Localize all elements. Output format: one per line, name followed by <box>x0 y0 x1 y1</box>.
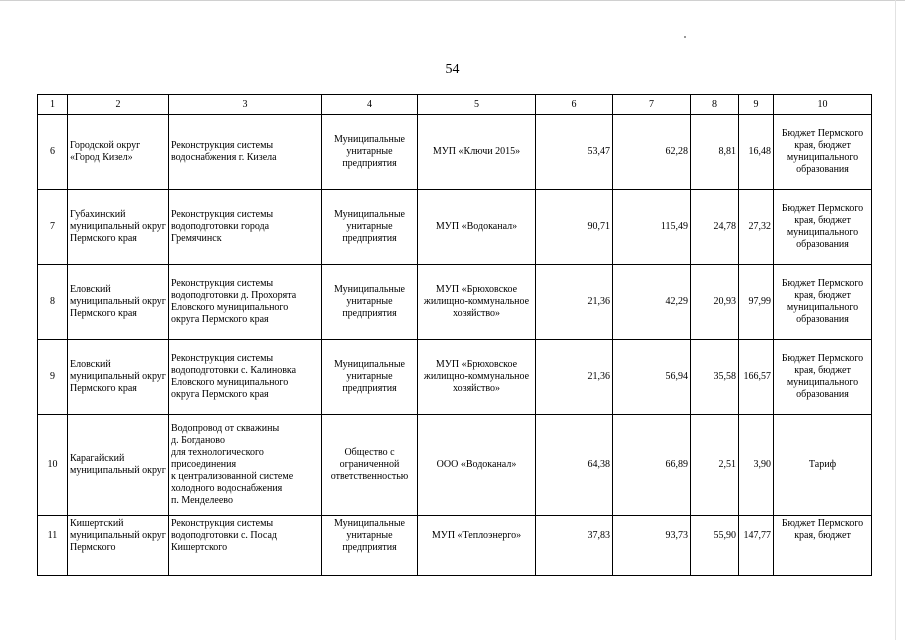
org-type-cell: Муниципальные унитарные предприятия <box>322 340 418 415</box>
table-row <box>38 190 872 265</box>
header-cell-1: 1 <box>38 95 68 115</box>
header-cell-9: 9 <box>739 95 774 115</box>
funding-source-cell: Тариф <box>774 415 872 516</box>
territory-cell: Карагайский муниципальный округ <box>68 415 169 516</box>
row-number: 10 <box>38 415 68 516</box>
value-col9-cell: 97,99 <box>739 265 774 340</box>
territory-cell: Еловский муниципальный округ Пермского края <box>68 340 169 415</box>
row-number: 9 <box>38 340 68 415</box>
value-col9-cell: 166,57 <box>739 340 774 415</box>
table-row <box>38 115 872 190</box>
value-col8-cell: 35,58 <box>691 340 739 415</box>
row-number: 11 <box>38 516 68 576</box>
value-col9-cell: 147,77 <box>739 516 774 576</box>
header-cell-8: 8 <box>691 95 739 115</box>
org-type-cell: Муниципальные унитарные предприятия <box>322 265 418 340</box>
table-row <box>38 415 872 516</box>
table-row <box>38 516 872 576</box>
header-cell-5: 5 <box>418 95 536 115</box>
org-type-cell: Муниципальные унитарные предприятия <box>322 115 418 190</box>
header-cell-3: 3 <box>169 95 322 115</box>
scan-edge-top <box>0 0 905 1</box>
value-col6-cell: 21,36 <box>536 340 613 415</box>
scan-speck <box>684 36 686 38</box>
org-type-cell: Муниципальные унитарные предприятия <box>322 190 418 265</box>
value-col9-cell: 27,32 <box>739 190 774 265</box>
table-row <box>38 340 872 415</box>
project-cell: Реконструкция системы водоподготовки города Гремячинск <box>169 190 322 265</box>
row-number: 7 <box>38 190 68 265</box>
value-col7-cell: 42,29 <box>613 265 691 340</box>
value-col6-cell: 37,83 <box>536 516 613 576</box>
scan-edge-right <box>895 0 896 640</box>
project-cell: Реконструкция системы водоподготовки с. Калиновка Еловского муниципального округа Пермского края <box>169 340 322 415</box>
territory-cell: Городской округ «Город Кизел» <box>68 115 169 190</box>
organization-cell: МУП «Водоканал» <box>418 190 536 265</box>
funding-source-cell: Бюджет Пермского края, бюджет муниципального образования <box>774 115 872 190</box>
territory-cell: Еловский муниципальный округ Пермского края <box>68 265 169 340</box>
value-col6-cell: 53,47 <box>536 115 613 190</box>
territory-cell: Губахинский муниципальный округ Пермского края <box>68 190 169 265</box>
table-header-row <box>38 95 872 115</box>
funding-source-cell: Бюджет Пермского края, бюджет муниципального образования <box>774 340 872 415</box>
page-number: 54 <box>445 62 460 77</box>
organization-cell: МУП «Брюховское жилищно-коммунальное хозяйство» <box>418 265 536 340</box>
projects-table <box>37 94 872 576</box>
table-row <box>38 265 872 340</box>
header-cell-6: 6 <box>536 95 613 115</box>
value-col6-cell: 64,38 <box>536 415 613 516</box>
organization-cell: МУП «Брюховское жилищно-коммунальное хозяйство» <box>418 340 536 415</box>
project-cell: Реконструкция системы водоснабжения г. Кизела <box>169 115 322 190</box>
row-number: 8 <box>38 265 68 340</box>
value-col8-cell: 2,51 <box>691 415 739 516</box>
row-number: 6 <box>38 115 68 190</box>
value-col7-cell: 66,89 <box>613 415 691 516</box>
value-col6-cell: 21,36 <box>536 265 613 340</box>
header-cell-4: 4 <box>322 95 418 115</box>
value-col7-cell: 115,49 <box>613 190 691 265</box>
value-col8-cell: 20,93 <box>691 265 739 340</box>
value-col7-cell: 62,28 <box>613 115 691 190</box>
value-col9-cell: 3,90 <box>739 415 774 516</box>
funding-source-cell: Бюджет Пермского края, бюджет <box>774 516 872 576</box>
value-col8-cell: 55,90 <box>691 516 739 576</box>
project-cell: Водопровод от скважины д. Богданово для технологического присоединения к централизованной системе холодного водоснабжения п. Менделеево <box>169 415 322 516</box>
value-col7-cell: 56,94 <box>613 340 691 415</box>
value-col7-cell: 93,73 <box>613 516 691 576</box>
header-cell-10: 10 <box>774 95 872 115</box>
organization-cell: МУП «Теплоэнерго» <box>418 516 536 576</box>
header-cell-2: 2 <box>68 95 169 115</box>
territory-cell: Кишертский муниципальный округ Пермского <box>68 516 169 576</box>
value-col8-cell: 24,78 <box>691 190 739 265</box>
funding-source-cell: Бюджет Пермского края, бюджет муниципального образования <box>774 190 872 265</box>
project-cell: Реконструкция системы водоподготовки с. Посад Кишертского <box>169 516 322 576</box>
funding-source-cell: Бюджет Пермского края, бюджет муниципального образования <box>774 265 872 340</box>
project-cell: Реконструкция системы водоподготовки д. Прохорята Еловского муниципального округа Пермского края <box>169 265 322 340</box>
organization-cell: ООО «Водоканал» <box>418 415 536 516</box>
org-type-cell: Муниципальные унитарные предприятия <box>322 516 418 576</box>
header-cell-7: 7 <box>613 95 691 115</box>
value-col9-cell: 16,48 <box>739 115 774 190</box>
organization-cell: МУП «Ключи 2015» <box>418 115 536 190</box>
value-col8-cell: 8,81 <box>691 115 739 190</box>
org-type-cell: Общество с ограниченной ответственностью <box>322 415 418 516</box>
value-col6-cell: 90,71 <box>536 190 613 265</box>
